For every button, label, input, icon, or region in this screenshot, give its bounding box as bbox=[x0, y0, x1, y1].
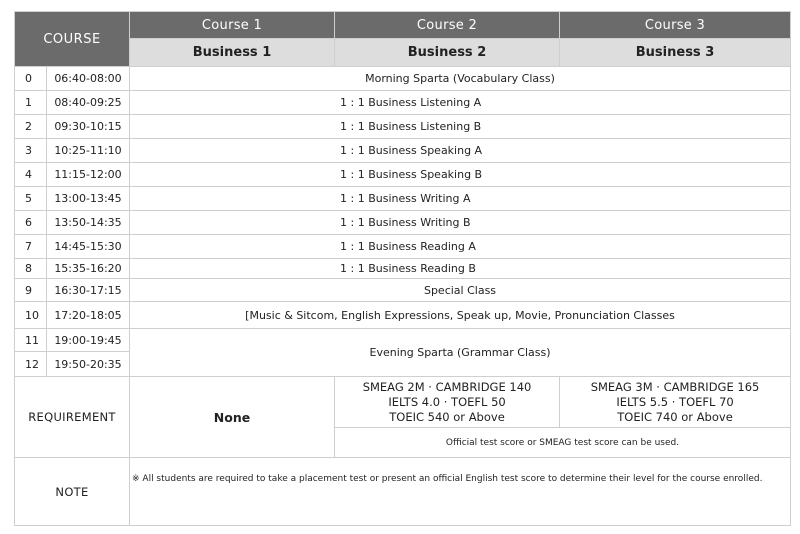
requirement-line: IELTS 5.5 · TOEFL 70 bbox=[616, 394, 734, 409]
period-time: 15:35-16:20 bbox=[47, 259, 130, 279]
course-2-requirement bbox=[335, 377, 560, 428]
period-number: 9 bbox=[15, 279, 47, 302]
course-2-header: Course 2 bbox=[335, 12, 560, 39]
requirement-line: SMEAG 3M · CAMBRIDGE 165 bbox=[590, 379, 760, 394]
period-number: 6 bbox=[15, 211, 47, 235]
period-time: 17:20-18:05 bbox=[47, 302, 130, 329]
requirement-line: TOEIC 540 or Above bbox=[389, 409, 505, 424]
period-number: 5 bbox=[15, 187, 47, 211]
class-name: 1 : 1 Business Speaking A bbox=[130, 139, 791, 163]
period-number: 4 bbox=[15, 163, 47, 187]
schedule-row bbox=[15, 235, 791, 259]
note-row bbox=[15, 458, 791, 526]
period-time: 06:40-08:00 bbox=[47, 67, 130, 91]
period-time: 11:15-12:00 bbox=[47, 163, 130, 187]
requirement-line: TOEIC 740 or Above bbox=[617, 409, 733, 424]
period-number: 1 bbox=[15, 91, 47, 115]
class-name: 1 : 1 Business Reading A bbox=[130, 235, 791, 259]
schedule-row bbox=[15, 211, 791, 235]
period-time: 09:30-10:15 bbox=[47, 115, 130, 139]
period-number: 0 bbox=[15, 67, 47, 91]
header-row-courses bbox=[15, 12, 791, 39]
course-table-container bbox=[14, 11, 790, 526]
course-1-header: Course 1 bbox=[130, 12, 335, 39]
course-schedule-table bbox=[14, 11, 791, 526]
schedule-row bbox=[15, 329, 791, 352]
period-time: 10:25-11:10 bbox=[47, 139, 130, 163]
class-name: Evening Sparta (Grammar Class) bbox=[130, 329, 791, 377]
class-name: Special Class bbox=[130, 279, 791, 302]
period-time: 13:50-14:35 bbox=[47, 211, 130, 235]
period-time: 13:00-13:45 bbox=[47, 187, 130, 211]
requirement-row bbox=[15, 377, 791, 428]
course-1-requirement: None bbox=[130, 377, 335, 458]
period-time: 08:40-09:25 bbox=[47, 91, 130, 115]
requirement-line: IELTS 4.0 · TOEFL 50 bbox=[388, 394, 506, 409]
period-number: 11 bbox=[15, 329, 47, 352]
period-time: 16:30-17:15 bbox=[47, 279, 130, 302]
period-time: 19:00-19:45 bbox=[47, 329, 130, 352]
program-2-header: Business 2 bbox=[335, 39, 560, 67]
note-text: ※ All students are required to take a placement test or present an official English test score to determine their level for the course enrolled. bbox=[130, 458, 791, 526]
class-name: 1 : 1 Business Writing B bbox=[130, 211, 791, 235]
schedule-row bbox=[15, 302, 791, 329]
schedule-row bbox=[15, 91, 791, 115]
period-number: 10 bbox=[15, 302, 47, 329]
class-name: 1 : 1 Business Speaking B bbox=[130, 163, 791, 187]
period-number: 12 bbox=[15, 352, 47, 377]
course-3-requirement bbox=[560, 377, 791, 428]
class-name: 1 : 1 Business Listening A bbox=[130, 91, 791, 115]
period-time: 14:45-15:30 bbox=[47, 235, 130, 259]
period-number: 3 bbox=[15, 139, 47, 163]
note-label: NOTE bbox=[15, 458, 130, 526]
course-header: COURSE bbox=[15, 12, 130, 67]
period-number: 8 bbox=[15, 259, 47, 279]
program-1-header: Business 1 bbox=[130, 39, 335, 67]
class-name: [Music & Sitcom, English Expressions, Speak up, Movie, Pronunciation Classes bbox=[130, 302, 791, 329]
class-name: 1 : 1 Business Listening B bbox=[130, 115, 791, 139]
schedule-row bbox=[15, 163, 791, 187]
class-name: 1 : 1 Business Reading B bbox=[130, 259, 791, 279]
requirement-line: SMEAG 2M · CAMBRIDGE 140 bbox=[362, 379, 532, 394]
class-name: 1 : 1 Business Writing A bbox=[130, 187, 791, 211]
period-time: 19:50-20:35 bbox=[47, 352, 130, 377]
requirement-label: REQUIREMENT bbox=[15, 377, 130, 458]
period-number: 2 bbox=[15, 115, 47, 139]
period-number: 7 bbox=[15, 235, 47, 259]
program-3-header: Business 3 bbox=[560, 39, 791, 67]
course-3-header: Course 3 bbox=[560, 12, 791, 39]
class-name: Morning Sparta (Vocabulary Class) bbox=[130, 67, 791, 91]
schedule-row bbox=[15, 259, 791, 279]
schedule-row bbox=[15, 279, 791, 302]
schedule-row bbox=[15, 187, 791, 211]
schedule-row bbox=[15, 115, 791, 139]
schedule-row bbox=[15, 139, 791, 163]
header-row-programs bbox=[15, 39, 791, 67]
requirement-footnote: Official test score or SMEAG test score can be used. bbox=[335, 428, 791, 458]
schedule-row bbox=[15, 67, 791, 91]
